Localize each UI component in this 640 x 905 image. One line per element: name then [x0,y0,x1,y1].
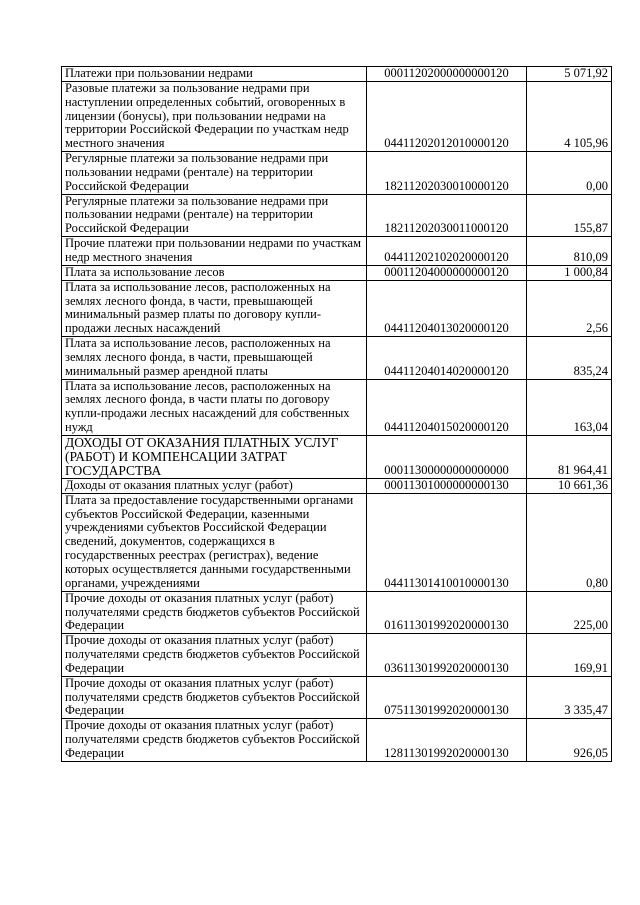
row-name: Платежи при пользовании недрами [62,67,367,82]
row-name: Плата за предоставление государственными органами субъектов Российской Федерации, казенными учреждениями субъектов Российской Федерации сведений, документов, содержащихся в государственных реестрах (регистрах), ведение которых осуществляется данными государственными органами, учреждениями [62,493,367,591]
row-name: Прочие доходы от оказания платных услуг (работ) получателями средств бюджетов субъектов Российской Федерации [62,591,367,634]
table-row-section [62,435,612,478]
table-row [62,265,612,280]
row-amount: 0,80 [527,493,612,591]
row-code: 04411202102020000120 [367,237,527,266]
row-amount: 155,87 [527,194,612,237]
row-amount: 810,09 [527,237,612,266]
row-name: Прочие платежи при пользовании недрами по участкам недр местного значения [62,237,367,266]
row-code: 18211202030011000120 [367,194,527,237]
row-code: 04411204013020000120 [367,280,527,336]
row-name: Плата за использование лесов, расположенных на землях лесного фонда, в части, превышающей минимальный размер арендной платы [62,337,367,380]
row-code: 03611301992020000130 [367,634,527,677]
table-row [62,379,612,435]
row-name: Прочие доходы от оказания платных услуг (работ) получателями средств бюджетов субъектов Российской Федерации [62,634,367,677]
table-row [62,237,612,266]
row-name: Прочие доходы от оказания платных услуг (работ) получателями средств бюджетов субъектов Российской Федерации [62,719,367,762]
table-row [62,81,612,151]
row-amount: 2,56 [527,280,612,336]
row-name: Плата за использование лесов [62,265,367,280]
row-code: 01611301992020000130 [367,591,527,634]
row-amount: 0,00 [527,152,612,195]
row-name: Плата за использование лесов, расположенных на землях лесного фонда, в части платы по договору купли-продажи лесных насаждений для собственных нужд [62,379,367,435]
row-name: Разовые платежи за пользование недрами при наступлении определенных событий, оговоренных в лицензии (бонусы), при пользовании недрами на территории Российской Федерации по участкам недр местного значения [62,81,367,151]
row-code: 00011301000000000130 [367,478,527,493]
table-row [62,67,612,82]
row-name: Прочие доходы от оказания платных услуг (работ) получателями средств бюджетов субъектов Российской Федерации [62,676,367,719]
row-amount: 835,24 [527,337,612,380]
row-amount: 10 661,36 [527,478,612,493]
row-name: Регулярные платежи за пользование недрами при пользовании недрами (рентале) на территории Российской Федерации [62,152,367,195]
row-code: 00011204000000000120 [367,265,527,280]
table-row [62,194,612,237]
revenue-table [61,66,612,762]
row-amount: 225,00 [527,591,612,634]
row-code: 04411204015020000120 [367,379,527,435]
row-code: 00011202000000000120 [367,67,527,82]
table-row [62,493,612,591]
row-code: 00011300000000000000 [367,435,527,478]
row-code: 04411204014020000120 [367,337,527,380]
table-row [62,591,612,634]
table-row [62,337,612,380]
table-row [62,152,612,195]
row-name: Регулярные платежи за пользование недрами при пользовании недрами (рентале) на территории Российской Федерации [62,194,367,237]
row-name: Плата за использование лесов, расположенных на землях лесного фонда, в части, превышающей минимальный размер платы по договору купли-продажи лесных насаждений [62,280,367,336]
row-amount: 81 964,41 [527,435,612,478]
table-row [62,676,612,719]
table-row [62,280,612,336]
row-amount: 926,05 [527,719,612,762]
row-code: 04411202012010000120 [367,81,527,151]
row-code: 18211202030010000120 [367,152,527,195]
row-name: Доходы от оказания платных услуг (работ) [62,478,367,493]
table-row [62,719,612,762]
row-amount: 3 335,47 [527,676,612,719]
row-code: 04411301410010000130 [367,493,527,591]
row-amount: 5 071,92 [527,67,612,82]
row-amount: 163,04 [527,379,612,435]
table-row [62,478,612,493]
row-amount: 1 000,84 [527,265,612,280]
row-code: 07511301992020000130 [367,676,527,719]
table-row [62,634,612,677]
row-amount: 4 105,96 [527,81,612,151]
row-code: 12811301992020000130 [367,719,527,762]
row-amount: 169,91 [527,634,612,677]
row-name: ДОХОДЫ ОТ ОКАЗАНИЯ ПЛАТНЫХ УСЛУГ (РАБОТ) И КОМПЕНСАЦИИ ЗАТРАТ ГОСУДАРСТВА [62,435,367,478]
